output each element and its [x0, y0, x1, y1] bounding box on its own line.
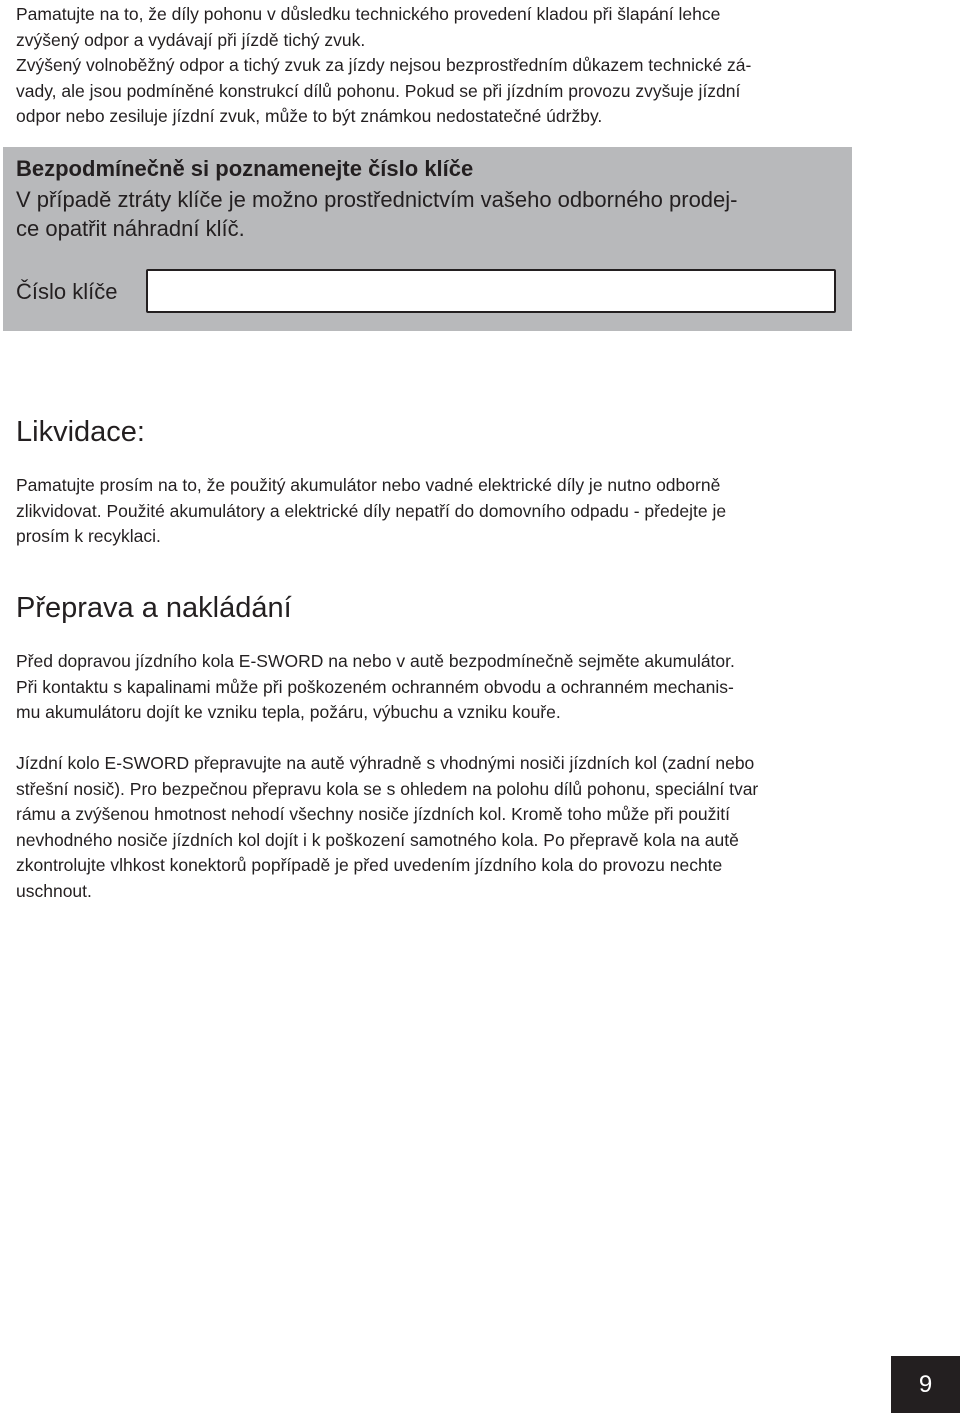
transport-line: zkontrolujte vlhkost konektorů popřípadě je před uvedením jízdního kola do provozu nechte: [16, 855, 723, 875]
transport-line: mu akumulátoru dojít ke vzniku tepla, požáru, výbuchu a vzniku kouře.: [16, 702, 561, 722]
page-number: 9: [891, 1356, 960, 1413]
key-box-text-line: V případě ztráty klíče je možno prostřednictvím vašeho odborného prodej-: [16, 187, 738, 212]
transport-paragraph-2: [16, 751, 841, 904]
transport-line: střešní nosič). Pro bezpečnou přepravu kola se s ohledem na polohu dílů pohonu, speciální tvar: [16, 778, 759, 799]
intro-line: Zvýšený volnoběžný odpor a tichý zvuk za jízdy nejsou bezprostředním důkazem technické zá-: [16, 55, 752, 75]
intro-line: Pamatujte na to, že díly pohonu v důsledku technického provedení kladou při šlapání lehce: [16, 4, 721, 24]
transport-line: uschnout.: [16, 880, 92, 901]
disposal-line: zlikvidovat. Použité akumulátory a elektrické díly nepatří do domovního odpadu - předejte je: [16, 500, 727, 521]
intro-paragraph: [16, 2, 841, 130]
key-number-field[interactable]: [146, 269, 836, 313]
key-number-box: [3, 147, 852, 331]
disposal-title: Likvidace:: [16, 416, 145, 448]
transport-line: Jízdní kolo E-SWORD přepravujte na autě výhradně s vhodnými nosiči jízdních kol (zadní nebo: [16, 753, 755, 773]
disposal-paragraph: [16, 473, 841, 550]
transport-line: Při kontaktu s kapalinami může při poškozeném ochranném obvodu a ochranném mechanis-: [16, 676, 734, 697]
key-box-text: [16, 185, 841, 243]
disposal-line: Pamatujte prosím na to, že použitý akumulátor nebo vadné elektrické díly je nutno odborně: [16, 475, 721, 495]
intro-line: odpor nebo zesiluje jízdní zvuk, může to být známkou nedostatečné údržby.: [16, 106, 603, 126]
transport-line: rámu a zvýšenou hmotnost nehodí všechny nosiče jízdních kol. Kromě toho může při použití: [16, 804, 730, 824]
transport-title: Přeprava a nakládání: [16, 592, 292, 624]
transport-line: nevhodného nosiče jízdních kol dojít i k poškození samotného kola. Po přepravě kola na autě: [16, 829, 739, 850]
intro-line: zvýšený odpor a vydávají při jízdě tichý zvuk.: [16, 29, 366, 50]
disposal-line: prosím k recyklaci.: [16, 526, 161, 546]
transport-paragraph-1: [16, 649, 841, 726]
key-box-text-line: ce opatřit náhradní klíč.: [16, 216, 245, 241]
intro-line: vady, ale jsou podmíněné konstrukcí dílů pohonu. Pokud se při jízdním provozu zvyšuje jízdní: [16, 80, 741, 101]
key-box-heading: Bezpodmínečně si poznamenejte číslo klíče: [16, 156, 474, 181]
key-number-label: Číslo klíče: [16, 279, 118, 304]
transport-line: Před dopravou jízdního kola E-SWORD na nebo v autě bezpodmínečně sejměte akumulátor.: [16, 651, 735, 671]
